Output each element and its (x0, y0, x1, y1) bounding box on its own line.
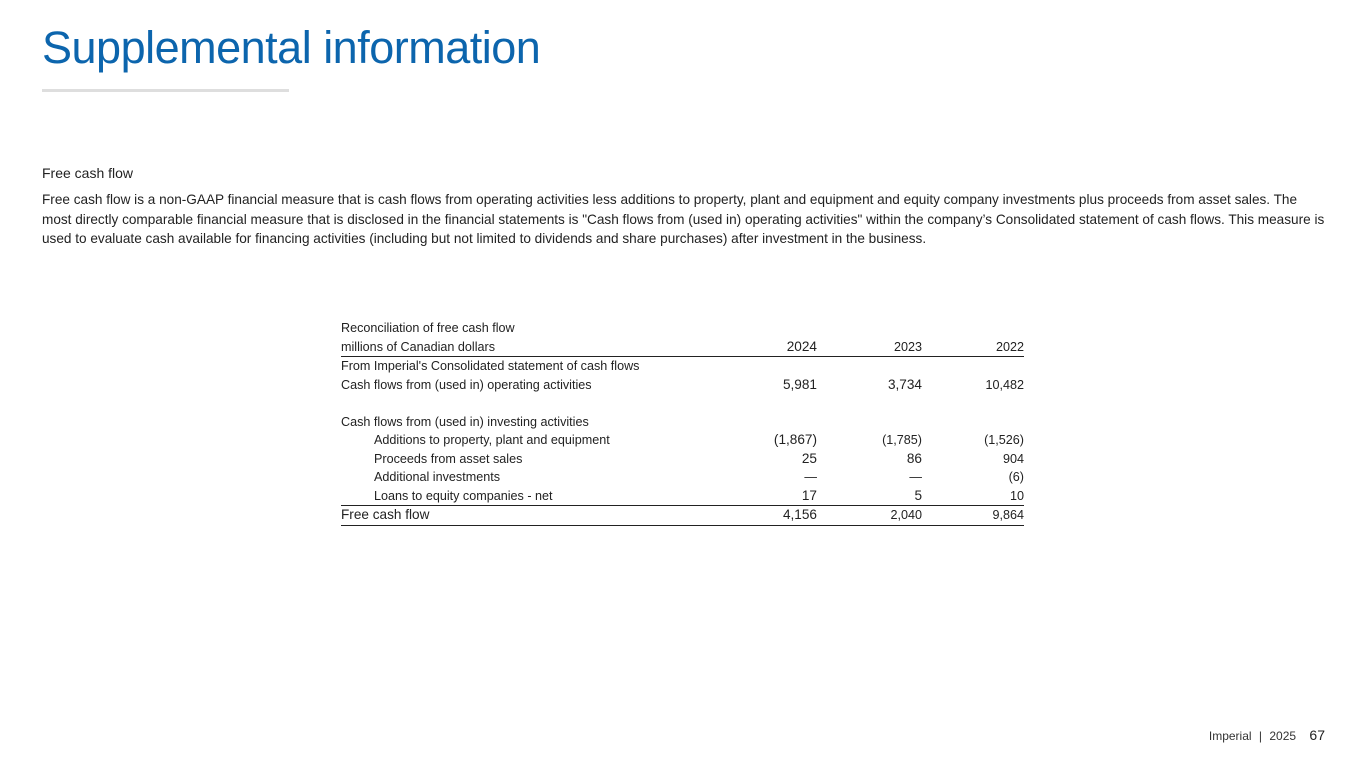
spacer-row (341, 394, 1024, 413)
footer-brand: Imperial (1208, 729, 1252, 743)
total-row (341, 506, 1024, 526)
reconciliation-table (341, 319, 1024, 526)
cell-value: 86 (906, 450, 922, 466)
total-value: 9,864 (992, 508, 1024, 522)
year-header: 2023 (893, 339, 922, 354)
row-label: Cash flows from (used in) investing activities (341, 414, 589, 429)
cell-value: 17 (801, 487, 817, 503)
cell-value: 3,734 (887, 376, 922, 392)
table-row (341, 431, 1024, 450)
page-number: 67 (1309, 727, 1325, 743)
total-value: 2,040 (890, 508, 922, 522)
total-value: 4,156 (782, 507, 817, 522)
cell-value: 5,981 (782, 376, 817, 392)
table-header-row (341, 338, 1024, 358)
total-label: Free cash flow (341, 507, 430, 522)
cell-value: 904 (1002, 451, 1024, 466)
cell-value: 25 (801, 450, 817, 466)
row-label: Additions to property, plant and equipment (374, 433, 610, 447)
page-title: Supplemental information (42, 22, 541, 73)
footer (1209, 727, 1325, 743)
source-row (341, 357, 1024, 376)
year-header: 2024 (786, 338, 817, 354)
year-header: 2022 (995, 339, 1024, 354)
cell-value: 5 (914, 487, 922, 503)
investing-header-row (341, 413, 1024, 432)
cell-value: (6) (1008, 470, 1024, 484)
footer-separator: | (1258, 729, 1263, 743)
cell-value: — (804, 470, 817, 484)
row-label: Cash flows from (used in) operating activities (341, 377, 592, 392)
row-label: Additional investments (374, 470, 501, 484)
table-title: Reconciliation of free cash flow (341, 321, 515, 335)
table-title-row (341, 319, 1024, 338)
table-row (341, 376, 1024, 395)
unit-label: millions of Canadian dollars (341, 339, 496, 354)
section-title: Free cash flow (42, 165, 134, 181)
footer-year: 2025 (1269, 729, 1297, 743)
table-row (341, 468, 1024, 487)
cell-value: (1,867) (773, 432, 817, 447)
cell-value: 10 (1009, 488, 1024, 503)
source-label: From Imperial's Consolidated statement of cash flows (341, 359, 640, 373)
title-underline (42, 89, 289, 92)
row-label: Loans to equity companies - net (374, 488, 553, 503)
table-row (341, 487, 1024, 507)
cell-value: (1,785) (882, 433, 922, 447)
table-row (341, 450, 1024, 469)
cell-value: (1,526) (984, 433, 1024, 447)
definition-paragraph: Free cash flow is a non-GAAP financial measure that is cash flows from operating activities less additions to property, plant and equipment and equity company investments plus proceeds from asset sales. The most directly comparable financial measure that is disclosed in the financial statements is "Cash flows from (used in) operating activities" within the company’s Consolidated statement of cash flows. This measure is used to evaluate cash available for financing activities (including but not limited to dividends and share purchases) after investment in the business. (42, 192, 1325, 246)
cell-value: 10,482 (985, 377, 1024, 392)
cell-value: — (909, 470, 922, 484)
row-label: Proceeds from asset sales (374, 451, 523, 466)
